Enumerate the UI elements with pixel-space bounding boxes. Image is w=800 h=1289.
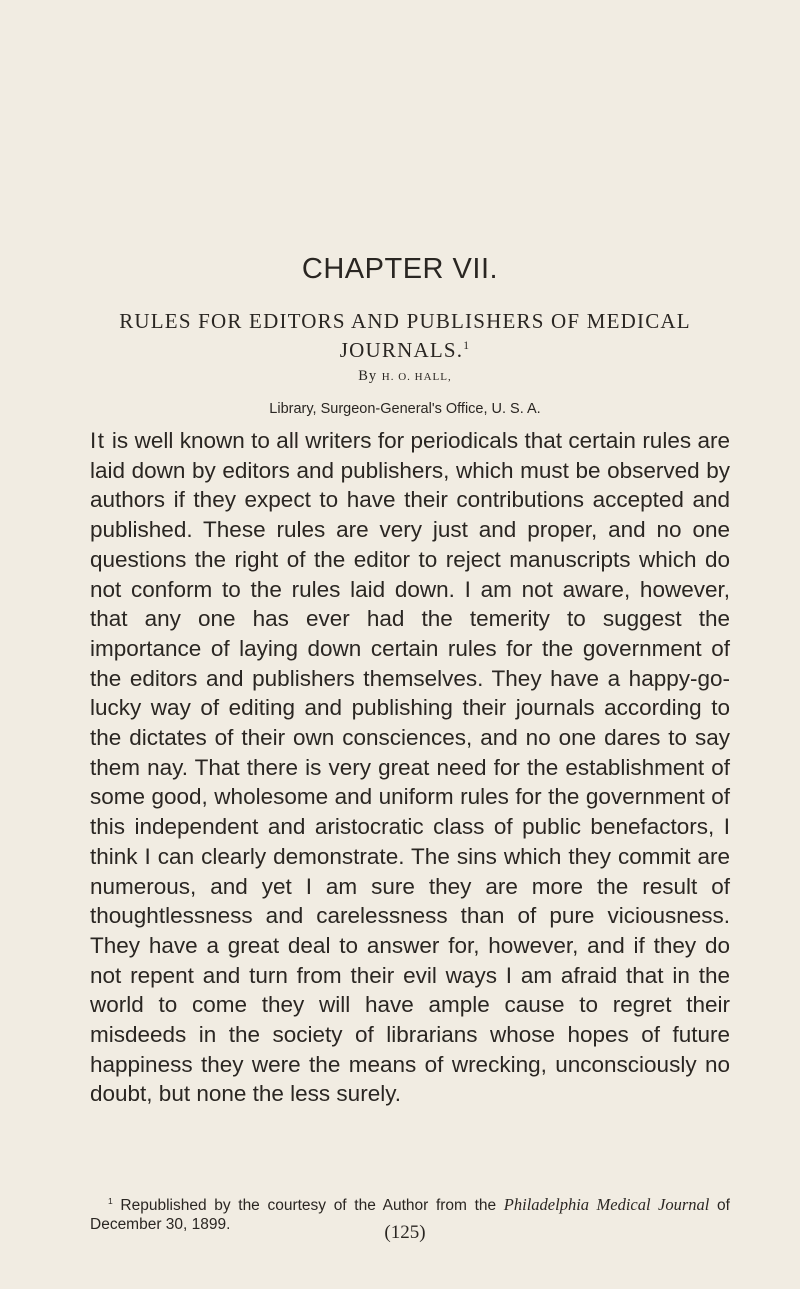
body-paragraph: [90, 426, 730, 1109]
author-affiliation: Library, Surgeon-General's Office, U. S. A.: [269, 401, 541, 417]
article-title: [90, 307, 720, 365]
paragraph-text: is well known to all writers for periodicals that certain rules are laid down by editors and publishers, which must be observed by authors if they expect to have their contributions accepted and published. These rules are very just and proper, and no one questions the right of the editor to reject manuscripts which do not conform to the rules laid down. I am not aware, however, that any one has ever had the temerity to suggest the importance of laying down certain rules for the government of the editors and publishers themselves. They have a happy-go-lucky way of editing and publishing their journals according to the dictates of their own consciences, and no one dares to say them nay. That there is very great need for the establishment of some good, wholesome and uniform rules for the government of this independent and aristocratic class of public benefactors, I think I can clearly demonstrate. The sins which they commit are numerous, and yet I am sure they are more the result of thoughtlessness and carelessness than of pure viciousness. They have a great deal to answer for, however, and if they do not repent and turn from their evil ways I am afraid that in the world to come they will have ample cause to regret their misdeeds in the society of librarians whose hopes of future happiness they were the means of wrecking, unconsciously no doubt, but none the less surely.: [90, 428, 730, 1107]
footnote-journal-name: Philadelphia Medical Journal: [503, 1195, 710, 1214]
byline: [0, 368, 800, 385]
footnote-reference: 1: [463, 340, 471, 352]
author-name: H. O. HALL,: [381, 371, 452, 383]
footnote-number: 1: [108, 1195, 113, 1206]
article-title-text: RULES FOR EDITORS AND PUBLISHERS OF MEDICAL JOURNALS.: [119, 309, 691, 362]
chapter-heading: CHAPTER VII.: [301, 253, 499, 285]
byline-prefix: By: [358, 368, 378, 384]
page-number: (125): [384, 1222, 426, 1243]
footnote-text-before: Republished by the courtesy of the Author from the: [120, 1197, 497, 1214]
paragraph-first-word: It: [90, 428, 106, 453]
footnote-text-after: of December 30, 1899.: [90, 1197, 730, 1233]
